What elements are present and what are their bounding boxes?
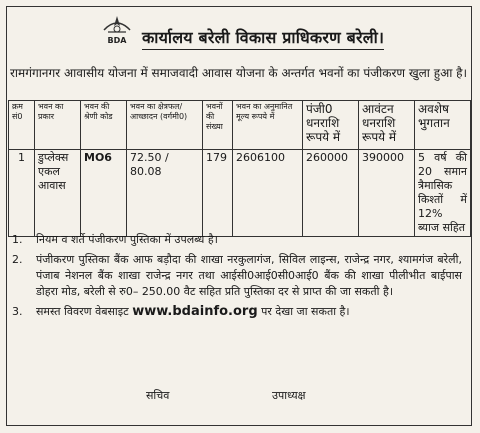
note-text: नियम व शर्ते पंजीकरण पुस्तिका में उपलब्ध है। (36, 233, 218, 246)
col-type: भवन का प्रकार (35, 101, 81, 150)
intro-text: रामगंगानगर आवासीय योजना में समाजवादी आवास योजना के अन्तर्गत भवनों का पंजीकरण खुला हुआ है। (10, 66, 468, 80)
office-title: कार्यालय बरेली विकास प्राधिकरण बरेली। (142, 26, 384, 50)
col-balance: अवशेष भुगतान (415, 101, 471, 150)
cell-serial: 1 (9, 150, 35, 237)
col-value: भवन का अनुमानित मूल्य रूपये में (233, 101, 303, 150)
col-serial: क्रम सं0 (9, 101, 35, 150)
list-item (8, 232, 470, 248)
website-link[interactable]: www.bdainfo.org (132, 304, 258, 319)
cell-reg-amount: 260000 (303, 150, 359, 237)
col-allot-amount: आवंटन धनराशि रूपये में (359, 101, 415, 150)
logo-text: BDA (107, 36, 127, 45)
cell-code: MO6 (81, 150, 127, 237)
signature-secretary: सचिव (146, 389, 170, 402)
cell-type: डुप्लेक्स एकल आवास (35, 150, 81, 237)
list-item (8, 252, 470, 300)
col-count: भवनों की संख्या (203, 101, 233, 150)
table-row (9, 150, 471, 237)
note-number: 2. (12, 253, 23, 266)
signature-vice-chairman: उपाध्यक्ष (272, 389, 306, 402)
note-number: 1. (12, 233, 23, 246)
note-number: 3. (12, 305, 23, 318)
col-reg-amount: पंजी0 धनराशि रूपये में (303, 101, 359, 150)
note-text: पंजीकरण पुस्तिका बैंक आफ बड़ौदा की शाखा नरकुलागंज, सिविल लाइन्स, राजेन्द्र नगर, श्यामगंज बरेली, पंजाब नेशनल बैंक शाखा राजेन्द्र नगर तथा आईसी0आई0सी0आई0 बैंक की शाखा पीलीभीत बाईपास डोहरा मोड, बरेली से रु0– 250.00 वैट सहित प्रति पुस्तिका दर से प्राप्त की जा सकती है। (36, 253, 462, 298)
cell-count: 179 (203, 150, 233, 237)
cell-value: 2606100 (233, 150, 303, 237)
col-area: भवन का क्षेत्रफल/ आच्छादन (वर्गमी0) (127, 101, 203, 150)
bda-logo-icon (96, 12, 138, 48)
cell-balance: 5 वर्ष की 20 समान त्रैमासिक किश्तों में 12% ब्याज सहित (415, 150, 471, 237)
col-code: भवन की श्रेणी कोड (81, 101, 127, 150)
list-item (8, 304, 470, 320)
notes-list (8, 232, 470, 320)
note-text-after: पर देखा जा सकता है। (261, 305, 350, 318)
cell-allot-amount: 390000 (359, 150, 415, 237)
table-header-row (9, 101, 471, 150)
note-text (36, 304, 470, 320)
cell-area: 72.50 / 80.08 (127, 150, 203, 237)
note-text-before: समस्त विवरण वेबसाइट (36, 305, 129, 318)
scheme-table (8, 100, 471, 237)
